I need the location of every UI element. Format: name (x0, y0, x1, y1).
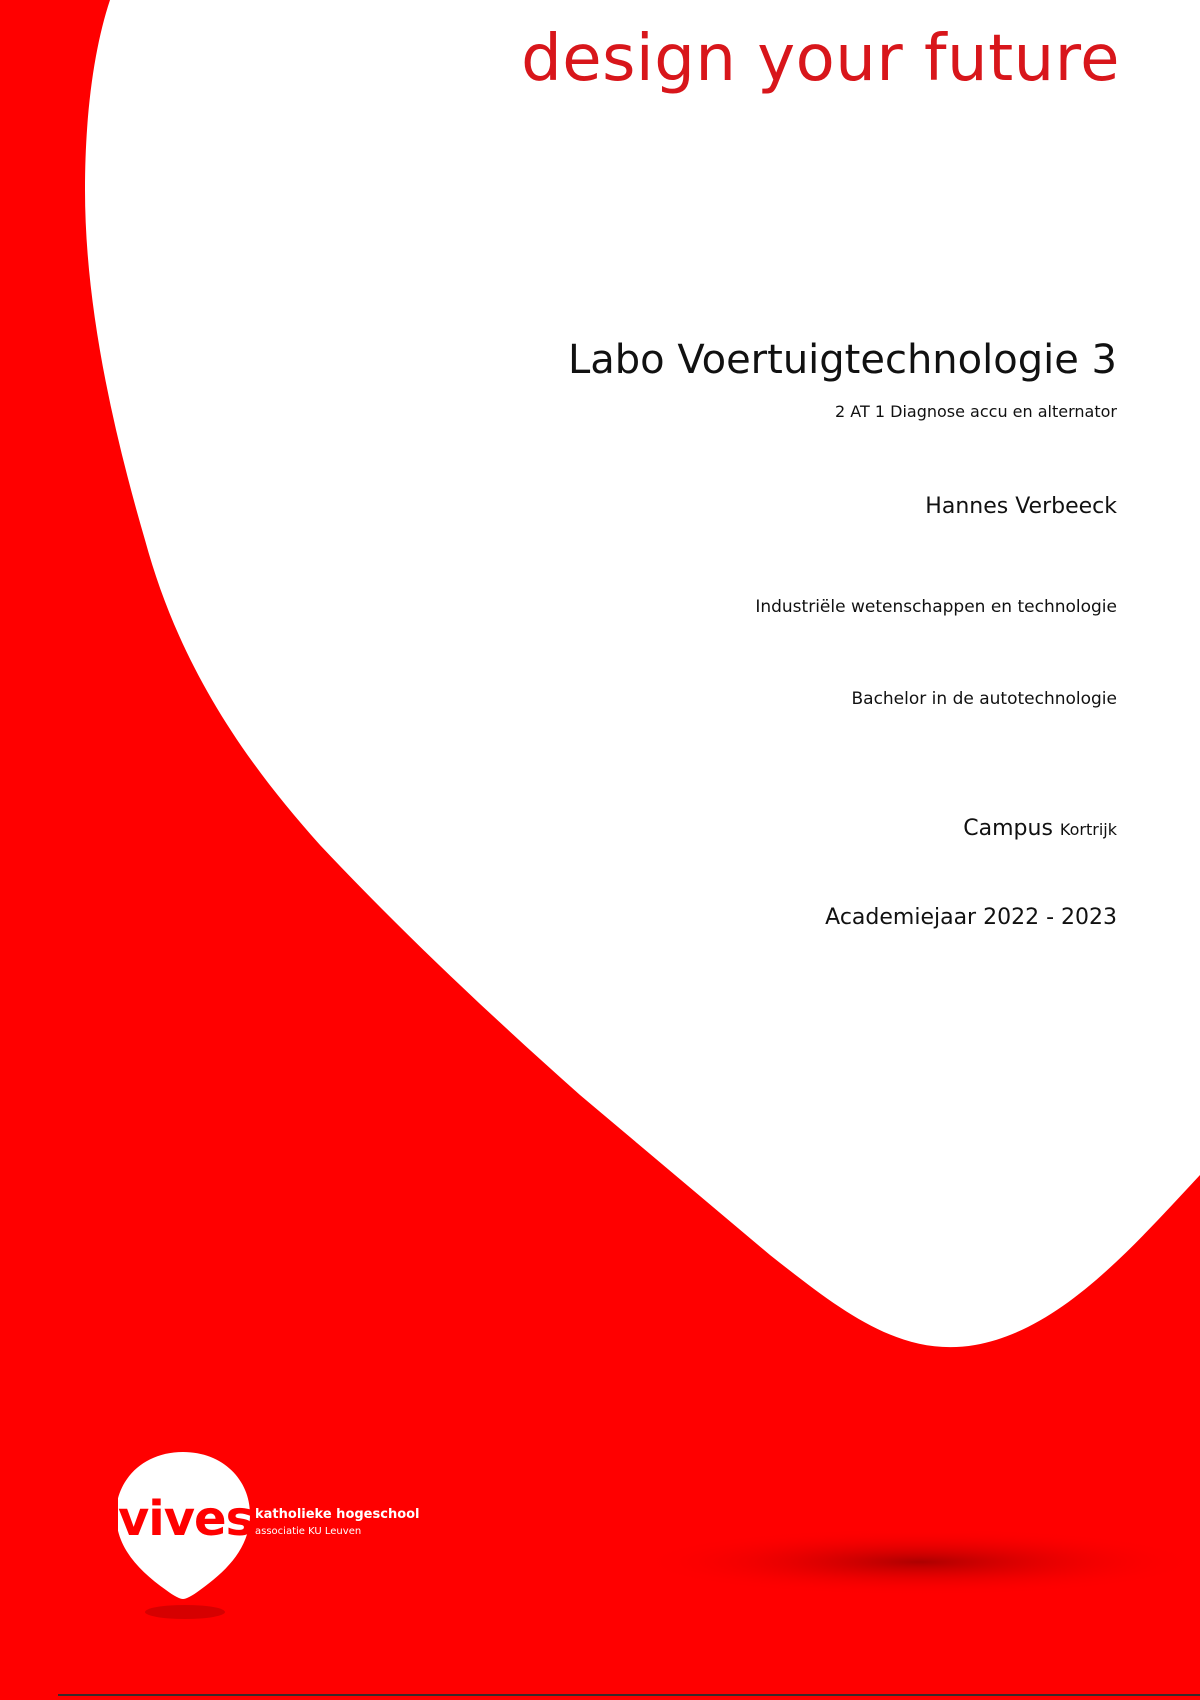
bottom-divider (58, 1694, 1200, 1696)
faculty-name: Industriële wetenschappen en technologie (755, 597, 1117, 617)
tagline: design your future (521, 22, 1120, 96)
author-name: Hannes Verbeeck (925, 494, 1117, 519)
program-name: Bachelor in de autotechnologie (851, 689, 1117, 709)
logo-subtitle-2: associatie KU Leuven (255, 1526, 362, 1537)
document-title: Labo Voertuigtechnologie 3 (567, 337, 1117, 383)
academic-year: Academiejaar 2022 - 2023 (825, 905, 1117, 930)
logo-subtitle-1: katholieke hogeschool (255, 1507, 420, 1522)
campus-line (963, 816, 1117, 841)
vives-logo (118, 1452, 258, 1600)
logo-wordmark: vives (118, 1491, 254, 1547)
campus-label: Campus (963, 816, 1053, 841)
campus-name: Kortrijk (1059, 820, 1117, 839)
document-subtitle: 2 AT 1 Diagnose accu en alternator (835, 402, 1117, 421)
